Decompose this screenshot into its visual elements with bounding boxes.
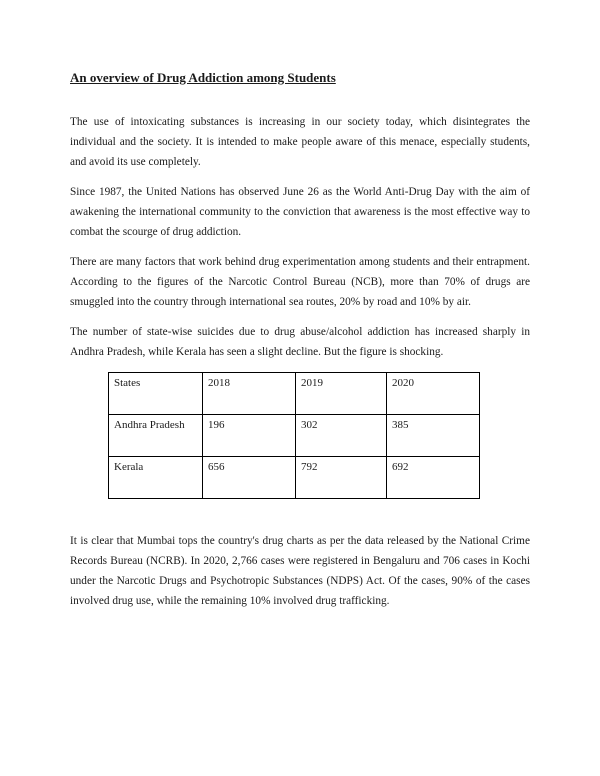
- table-header-cell: 2019: [296, 373, 387, 415]
- table-cell: Kerala: [109, 457, 203, 499]
- table-cell: 656: [203, 457, 296, 499]
- table-cell: 302: [296, 415, 387, 457]
- table-cell: 792: [296, 457, 387, 499]
- table-cell: 385: [387, 415, 480, 457]
- document-page: [70, 68, 530, 621]
- suicides-table: [108, 372, 480, 499]
- table-header-cell: 2018: [203, 373, 296, 415]
- table-cell: Andhra Pradesh: [109, 415, 203, 457]
- paragraph-un-day: Since 1987, the United Nations has observed June 26 as the World Anti-Drug Day with the aim of awakening the international community to the conviction that awareness is the most effective way to combat the scourge of drug addiction.: [70, 186, 530, 238]
- table-cell: 196: [203, 415, 296, 457]
- table-row: [109, 415, 480, 457]
- table-row: [109, 457, 480, 499]
- table-header-cell: States: [109, 373, 203, 415]
- paragraph-intro: The use of intoxicating substances is increasing in our society today, which disintegrates the individual and the society. It is intended to make people aware of this menace, especially students, and avoid its use completely.: [70, 116, 530, 168]
- paragraph-factors: There are many factors that work behind drug experimentation among students and their entrapment. According to the figures of the Narcotic Control Bureau (NCB), more than 70% of drugs are smuggled into the country through international sea routes, 20% by road and 10% by air.: [70, 256, 530, 308]
- document-title: An overview of Drug Addiction among Students: [70, 70, 336, 85]
- table-header-row: [109, 373, 480, 415]
- table-cell: 692: [387, 457, 480, 499]
- paragraph-ncrb: It is clear that Mumbai tops the country's drug charts as per the data released by the National Crime Records Bureau (NCRB). In 2020, 2,766 cases were registered in Bengaluru and 706 cases in Kochi under the Narcotic Drugs and Psychotropic Substances (NDPS) Act. Of the cases, 90% of the cases involved drug use, while the remaining 10% involved drug trafficking.: [70, 535, 530, 607]
- paragraph-suicides: The number of state-wise suicides due to drug abuse/alcohol addiction has increased sharply in Andhra Pradesh, while Kerala has seen a slight decline. But the figure is shocking.: [70, 326, 530, 358]
- table-header-cell: 2020: [387, 373, 480, 415]
